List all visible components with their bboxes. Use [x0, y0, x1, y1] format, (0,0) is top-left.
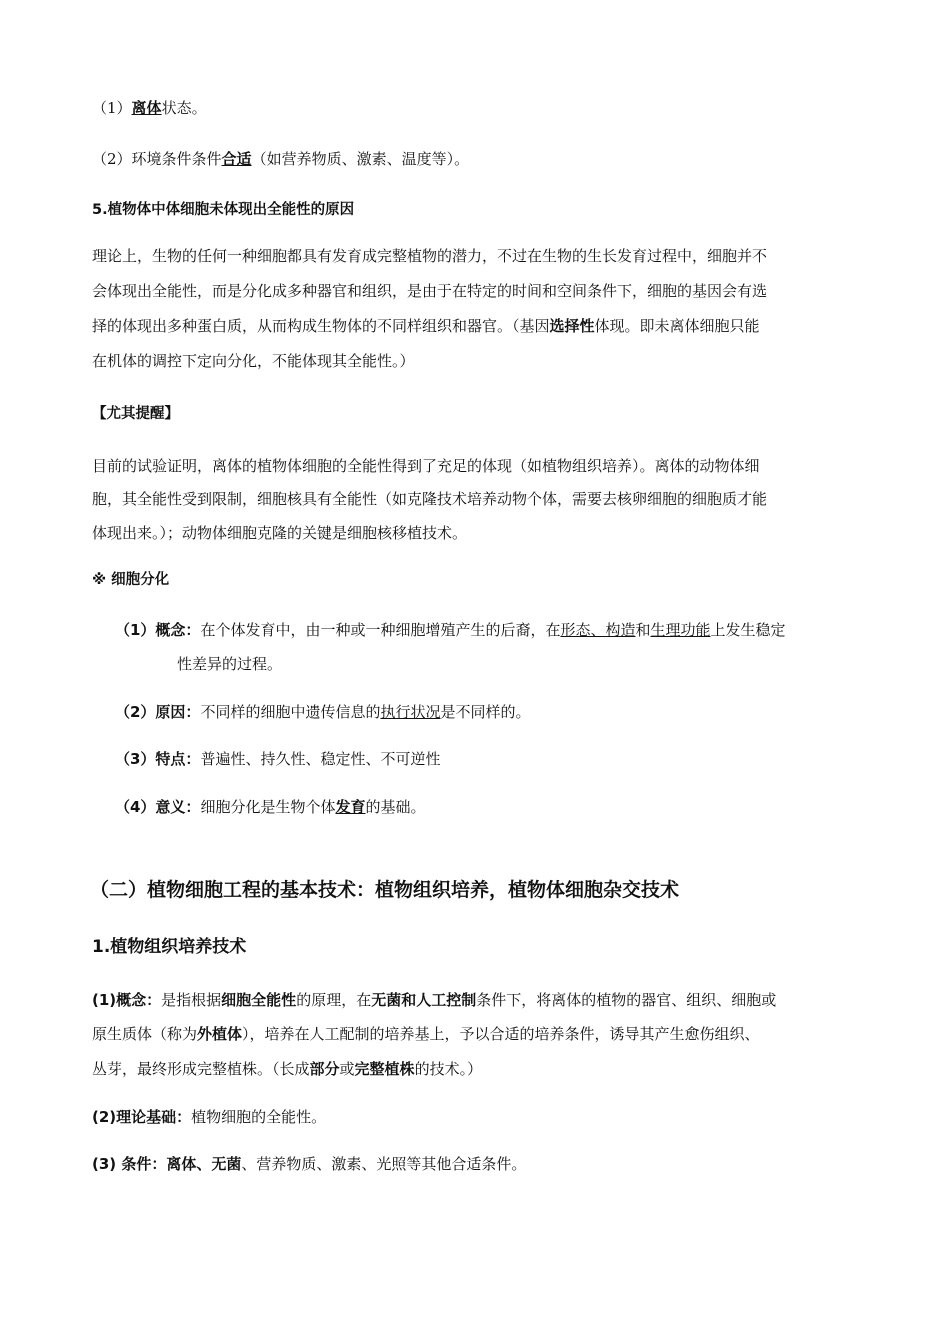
keyword-explant: 外植体 [197, 1025, 243, 1043]
label-cause: （2）原因： [115, 703, 201, 721]
diff-significance [115, 797, 426, 817]
tc-concept-line-3 [92, 1059, 482, 1079]
paragraph-isolated-state [92, 98, 207, 118]
label-concept: (1)概念： [92, 991, 162, 1009]
diff-text: 细胞分化是生物个体 [200, 798, 336, 816]
underlined-text: 执行状况 [380, 703, 441, 721]
underlined-text: 形态、构造 [560, 621, 636, 639]
keyword-selectivity: 选择性 [549, 317, 595, 335]
tc-text: 、营养物质、激素、光照等其他合适条件。 [241, 1155, 527, 1173]
diff-text: 是不同样的。 [440, 703, 531, 721]
tissue-culture-title: 1.植物组织培养技术 [92, 937, 247, 957]
keyword-isolated: 离体 [131, 99, 162, 117]
theory-line-2: 会体现出全能性，而是分化成多种器官和组织，是由于在特定的时间和空间条件下，细胞的基因会有选 [92, 282, 768, 300]
tc-text: 是指根据 [161, 991, 222, 1009]
label-concept: （1）概念： [115, 621, 201, 639]
reminder-line-2: 胞，其全能性受到限制，细胞核具有全能性（如克隆技术培养动物个体，需要去核卵细胞的细胞质才能 [92, 490, 768, 508]
diff-concept-line-1 [115, 620, 786, 640]
label-conditions: (3) 条件： [92, 1155, 167, 1173]
tc-text: ），培养在人工配制的培养基上，予以合适的培养条件，诱导其产生愈伤组织、 [242, 1025, 760, 1043]
item-number: （1） [92, 99, 132, 117]
keyword-isolated-sterile: 离体、无菌 [166, 1155, 242, 1173]
item-text: 状态。 [161, 99, 207, 117]
tc-concept-line-1 [92, 990, 776, 1010]
theory-text: 体现。即未离体细胞只能 [594, 317, 760, 335]
theory-text: 择的体现出多种蛋白质，从而构成生物体的不同样组织和器官。（基因 [92, 317, 550, 335]
label-feature: （3）特点： [115, 750, 201, 768]
tc-text: 原生质体（称为 [92, 1025, 198, 1043]
diff-text: 上发生稳定 [710, 621, 786, 639]
tc-text: 丛芽，最终形成完整植株。（长成 [92, 1060, 310, 1078]
item-text: （如营养物质、激素、温度等）。 [251, 150, 470, 168]
keyword-totipotency: 细胞全能性 [221, 991, 297, 1009]
label-significance: （4）意义： [115, 798, 201, 816]
reminder-line-1: 目前的试验证明，离体的植物体细胞的全能性得到了充足的体现（如植物组织培养）。离体的动物体细 [92, 457, 760, 475]
diff-text: 的基础。 [365, 798, 426, 816]
tc-text: 植物细胞的全能性。 [191, 1108, 327, 1126]
tc-conditions [92, 1154, 526, 1174]
reminder-title: 【尤其提醒】 [92, 406, 179, 422]
tc-text: 的技术。） [414, 1060, 483, 1078]
tc-text: 条件下，将离体的植物的器官、组织、细胞或 [476, 991, 777, 1009]
theory-line-1: 理论上，生物的任何一种细胞都具有发育成完整植物的潜力，不过在生物的生长发育过程中，细胞并不 [92, 247, 768, 265]
section-2-title: （二）植物细胞工程的基本技术：植物组织培养，植物体细胞杂交技术 [90, 879, 680, 901]
diff-text: 和 [635, 621, 651, 639]
keyword-sterile: 无菌和人工控制 [371, 991, 477, 1009]
keyword-part: 部分 [309, 1060, 340, 1078]
tc-concept-line-2 [92, 1024, 760, 1044]
tc-text: 的原理，在 [296, 991, 372, 1009]
diff-text: 在个体发育中，由一种或一种细胞增殖产生的后裔，在 [200, 621, 561, 639]
theory-line-3 [92, 316, 760, 336]
underlined-text: 生理功能 [650, 621, 711, 639]
reminder-line-3: 体现出来。）；动物体细胞克隆的关键是细胞核移植技术。 [92, 524, 468, 542]
label-theory-basis: (2)理论基础： [92, 1108, 192, 1126]
diff-cause [115, 702, 531, 722]
diff-feature [115, 749, 440, 769]
keyword-development: 发育 [335, 798, 366, 816]
theory-line-4: 在机体的调控下定向分化，不能体现其全能性。） [92, 352, 415, 370]
item-text: （2）环境条件条件 [92, 150, 222, 168]
diff-text: 不同样的细胞中遗传信息的 [200, 703, 381, 721]
paragraph-environment-condition [92, 149, 469, 169]
diff-concept-line-2: 性差异的过程。 [177, 655, 283, 673]
cell-differentiation-title: ※ 细胞分化 [92, 572, 170, 588]
heading-5: 5.植物体中体细胞未体现出全能性的原因 [92, 202, 355, 218]
tc-text: 或 [339, 1060, 355, 1078]
tc-theory-basis [92, 1107, 326, 1127]
keyword-suitable: 合适 [221, 150, 252, 168]
keyword-whole-plant: 完整植株 [354, 1060, 415, 1078]
diff-text: 普遍性、持久性、稳定性、不可逆性 [200, 750, 441, 768]
